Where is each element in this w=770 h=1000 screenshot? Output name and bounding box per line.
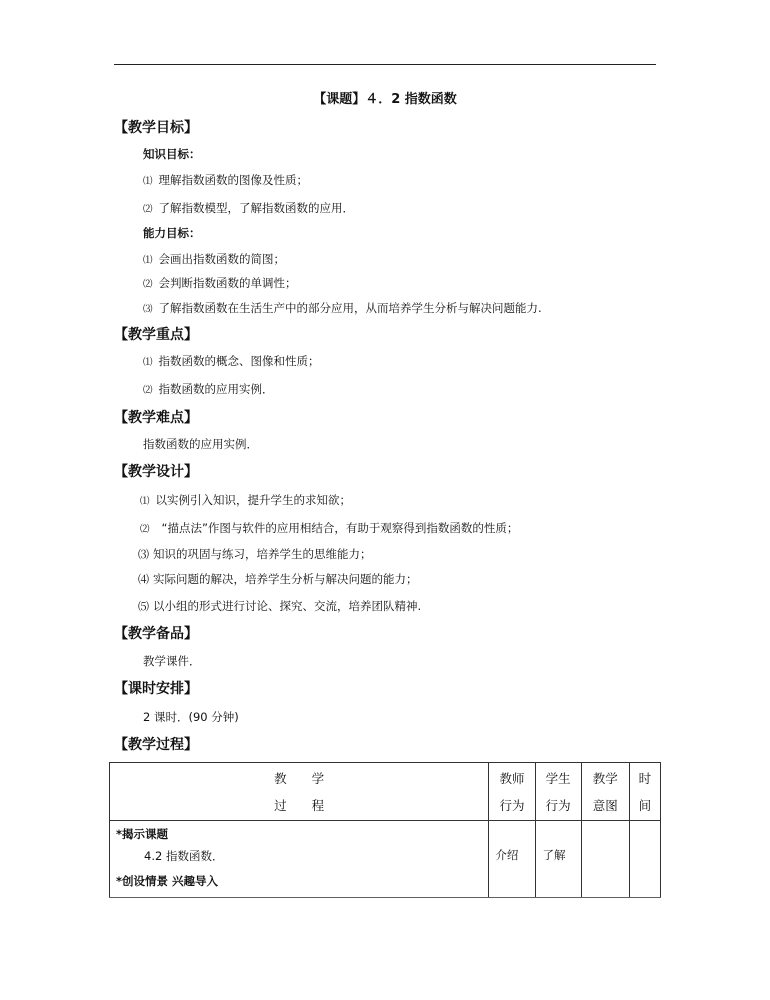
section-materials: 【教学备品】 — [114, 626, 198, 642]
knowledge-heading: 知识目标： — [143, 147, 201, 161]
design-item-2 — [140, 520, 518, 536]
design-item-5 — [138, 598, 421, 614]
header-intent-line2: 意图 — [592, 798, 618, 813]
student-cell — [535, 821, 581, 898]
row-heading-scenario: *创设情景 兴趣导入 — [116, 874, 219, 888]
item-text: 实际问题的解决，培养学生分析与解决问题的能力； — [153, 572, 418, 586]
header-student — [535, 763, 581, 821]
header-time-line1: 时 — [638, 771, 652, 786]
page-title: 【课题】４．2 指数函数 — [313, 92, 457, 107]
item-text: 指数函数的应用实例． — [158, 382, 274, 396]
item-number: ⑵ — [143, 279, 153, 290]
design-item-1 — [140, 492, 351, 508]
knowledge-item-2 — [143, 200, 354, 216]
ability-heading: 能力目标： — [143, 226, 201, 240]
header-process-line1: 教 学 — [274, 771, 325, 786]
item-text: 指数函数的概念、图像和性质； — [158, 354, 320, 368]
item-number: ⑴ — [143, 176, 153, 187]
item-number: ⑴ — [143, 357, 153, 368]
process-table — [109, 762, 661, 898]
section-key-points: 【教学重点】 — [114, 327, 198, 343]
item-number: ⑶ — [143, 304, 153, 315]
item-number: ⑴ — [143, 255, 153, 266]
schedule-text: 2 课时．(90 分钟) — [143, 710, 239, 724]
item-number: ⑴ — [140, 496, 150, 507]
item-text: “描点法”作图与软件的应用相结合，有助于观察得到指数函数的性质； — [161, 521, 519, 535]
header-student-line2: 行为 — [545, 798, 571, 813]
table-row — [110, 821, 661, 898]
section-process: 【教学过程】 — [114, 737, 198, 753]
table-header-row — [110, 763, 661, 821]
item-text: 以小组的形式进行讨论、探究、交流，培养团队精神. — [153, 599, 422, 613]
teacher-action: 介绍 — [495, 848, 519, 862]
item-text: 会判断指数函数的单调性； — [158, 276, 297, 290]
item-text: 了解指数模型，了解指数函数的应用． — [158, 201, 355, 215]
key-point-2 — [143, 381, 274, 397]
item-number: ⑸ — [138, 600, 149, 613]
header-teacher — [489, 763, 535, 821]
knowledge-item-1 — [143, 172, 308, 188]
item-number: ⑷ — [138, 573, 149, 586]
header-student-line1: 学生 — [545, 771, 571, 786]
item-text: 会画出指数函数的简图； — [158, 252, 286, 266]
section-objectives: 【教学目标】 — [114, 120, 198, 136]
design-item-3 — [138, 546, 372, 562]
header-teacher-line1: 教师 — [499, 771, 525, 786]
header-intent — [581, 763, 629, 821]
ability-item-1 — [143, 251, 285, 267]
header-teacher-line2: 行为 — [499, 798, 525, 813]
section-design: 【教学设计】 — [114, 464, 198, 480]
row-heading-reveal: *揭示课题 — [116, 827, 169, 841]
intent-cell — [581, 821, 629, 898]
item-text: 以实例引入知识，提升学生的求知欲； — [155, 493, 352, 507]
section-schedule: 【课时安排】 — [114, 681, 198, 697]
item-number: ⑶ — [138, 548, 149, 561]
item-text: 了解指数函数在生活生产中的部分应用，从而培养学生分析与解决问题能力. — [158, 301, 542, 315]
header-process-line2: 过 程 — [274, 798, 325, 813]
header-rule — [114, 64, 656, 65]
materials-text: 教学课件． — [143, 654, 201, 668]
header-process — [110, 763, 489, 821]
design-item-4 — [138, 571, 418, 587]
item-number: ⑵ — [143, 385, 153, 396]
header-time-line2: 间 — [638, 798, 652, 813]
ability-item-3 — [143, 300, 542, 316]
header-time — [629, 763, 660, 821]
row-topic: 4.2 指数函数． — [144, 849, 224, 863]
difficulty-text: 指数函数的应用实例． — [143, 437, 258, 451]
key-point-1 — [143, 353, 320, 369]
item-number: ⑵ — [143, 204, 153, 215]
section-difficulties: 【教学难点】 — [114, 410, 198, 426]
header-intent-line1: 教学 — [592, 771, 618, 786]
ability-item-2 — [143, 275, 297, 291]
student-action: 了解 — [542, 848, 566, 862]
process-cell — [110, 821, 489, 898]
item-text: 知识的巩固与练习，培养学生的思维能力； — [153, 547, 372, 561]
time-cell — [629, 821, 660, 898]
item-number: ⑵ — [140, 524, 150, 535]
item-text: 理解指数函数的图像及性质； — [158, 173, 309, 187]
teacher-cell — [489, 821, 535, 898]
